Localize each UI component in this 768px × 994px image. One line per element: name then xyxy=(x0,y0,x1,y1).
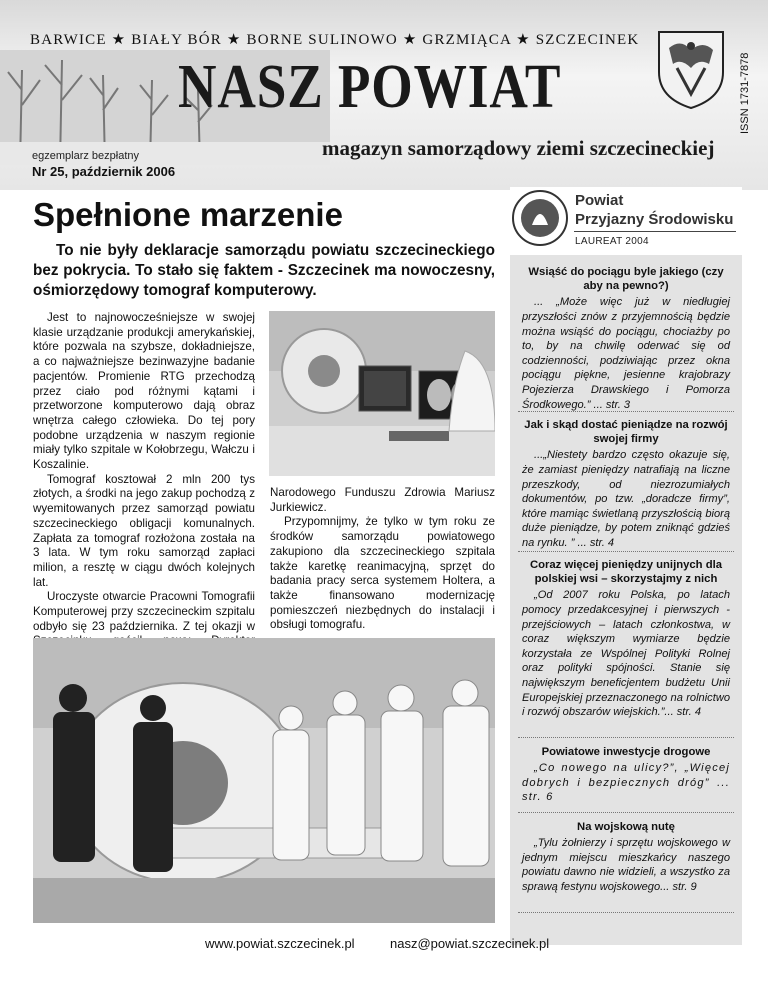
badge-laureate: LAUREAT 2004 xyxy=(575,236,649,247)
article-paragraph: Uroczyste otwarcie Pracowni Tomografii Komputerowej przy szczecineckim szpitalu odbyło się 23 października. Z tej okazji w xyxy=(33,590,255,633)
sidebar-item xyxy=(510,558,742,720)
article-column-2 xyxy=(270,486,495,633)
sidebar-item-text: „Co nowego na ulicy?”, „Więcej dobrych i bezpiecznych dróg” ... str. 6 xyxy=(522,762,730,804)
sidebar-item xyxy=(510,745,742,805)
issn-label xyxy=(735,28,753,136)
issn-text: ISSN 1731-7878 xyxy=(739,52,751,134)
sidebar-item-text: „Od 2007 roku Polska, po latach pomocy przedakcesyjnej i pierwszych - przejściowych – latach członkostwa, w coraz większym wymiarze będzie korzystała ze Wspólnej Polityki Rolnej oraz polityki spójności. Stanie się największym beneficjentem budżetu Unii Europejskiej przeznaczonego na rolnictwo i rozwój obszarów wiejskich.”... str. 4 xyxy=(522,589,730,719)
article-paragraph: Jest to najnowocześniejsze w swojej klasie urządzanie produkcji amerykańskiej, które pozwala na szybsze, dokładniejsze, a co najważniejsze bezinwazyjne badanie pacjentów. Promienie RTG przechodzą przez ciało pod różnymi kątami i przetworzone komputerowo dają obraz wnętrza całego człowieka. Do tej pory podobne urządzenia w naszym regionie miały tylko szpitale w Kołobrzegu, Wałczu i Koszalinie. xyxy=(33,311,255,472)
sidebar-item xyxy=(510,820,742,895)
sidebar-item-text: ... „Może więc już w niedługiej przyszłości znów z przyjemnością będzie można wsiąść do pociągu, chociażby po to, by na chwilę oderwać się od codzienności, podziwiając przez okna pociągu piękne, jesienne krajobrazy Pojezierza Drawskiego i Pomorza Środkowego.” ... str. 3 xyxy=(522,296,730,411)
badge-title-line1: Powiat xyxy=(575,192,624,209)
badge-title-line2: Przyjazny Środowisku xyxy=(575,211,734,228)
article-column-1 xyxy=(33,311,255,664)
article-paragraph: Przypomnijmy, że tylko w tym roku ze środków samorządu powiatowego zakupiono dla szczecineckiego szpitala także karetkę reanimacyjną, sprzęt do badania pracy serca systemem Holtera, a także finansowano modernizację pomieszczeń niezbędnych do instalacji i obsługi tomografu. xyxy=(270,515,495,632)
sidebar-item-title: Coraz więcej pieniędzy unijnych dla polskiej wsi – skorzystajmy z nich xyxy=(529,559,723,586)
article-headline: Spełnione marzenie xyxy=(33,196,343,233)
sidebar-item-title: Na wojskową nutę xyxy=(577,821,675,833)
free-copy-label: egzemplarz bezpłatny xyxy=(32,150,140,162)
sidebar-item-text: „Tylu żołnierzy i sprzętu wojskowego w jednym miejscu mieszkańcy naszego powiatu dawno nie widzieli, a wszystko za sprawą festynu wojskowego... str. 9 xyxy=(522,837,730,893)
sidebar-item-title: Powiatowe inwestycje drogowe xyxy=(541,746,711,758)
footer-website-link[interactable]: www.powiat.szczecinek.pl xyxy=(205,936,355,951)
sidebar-divider xyxy=(518,812,734,813)
sidebar-item xyxy=(510,265,742,412)
tomograph-computer-photo xyxy=(269,311,495,476)
sidebar-divider xyxy=(518,737,734,738)
article-paragraph: Tomograf kosztował 2 mln 200 tys złotych, a środki na jego zakup pochodzą z wyemitowanych przez samorząd powiatu szczecineckiego obligacji komunalnych. Zapłata za tomograf rozłożona została na 3 lata. W tym roku samorząd zapłaci milion, a resztę w ciągu dwóch kolejnych lat. xyxy=(33,472,255,589)
sidebar-divider xyxy=(518,411,734,412)
article-paragraph: Narodowego Funduszu Zdrowia Mariusz Jurkiewicz. xyxy=(270,486,495,514)
issue-number: Nr 25, październik 2006 xyxy=(32,164,176,179)
towns-line: BARWICE ★ BIAŁY BÓR ★ BORNE SULINOWO ★ GRZMIĄCA ★ SZCZECINEK xyxy=(30,32,640,48)
sidebar-item-title: Jak i skąd dostać pieniądze na rozwój swojej firmy xyxy=(524,419,728,446)
footer-email-link[interactable]: nasz@powiat.szczecinek.pl xyxy=(390,936,550,951)
magazine-subtitle: magazyn samorządowy ziemi szczecineckiej xyxy=(322,136,715,160)
magazine-title: NASZ POWIAT xyxy=(178,53,562,121)
sidebar-divider xyxy=(518,551,734,552)
coat-of-arms-icon xyxy=(655,28,727,110)
group-photo-tomograph-opening xyxy=(33,638,495,923)
article-lead: To nie były deklaracje samorządu powiatu szczecineckiego bez pokrycia. To stało się faktem - Szczecinek ma nowoczesny, ośmiorzędowy tomograf komputerowy. xyxy=(33,242,495,299)
sidebar-divider xyxy=(518,912,734,913)
sidebar-item xyxy=(510,418,742,551)
sidebar-item-title: Wsiąść do pociągu byle jakiego (czy aby na pewno?) xyxy=(528,266,724,293)
sidebar-item-text: ...„Niestety bardzo często okazuje się, że zamiast pieniędzy natrafiają na liczne przeszkody, od niezrozumiałych dokumentów, po tzw. „doradcze firmy”, które mamiąc świetlaną przyszłością biorą duże pieniądze, by potem zniknąć gdzieś na rynku. ” ... str. 4 xyxy=(522,449,730,549)
